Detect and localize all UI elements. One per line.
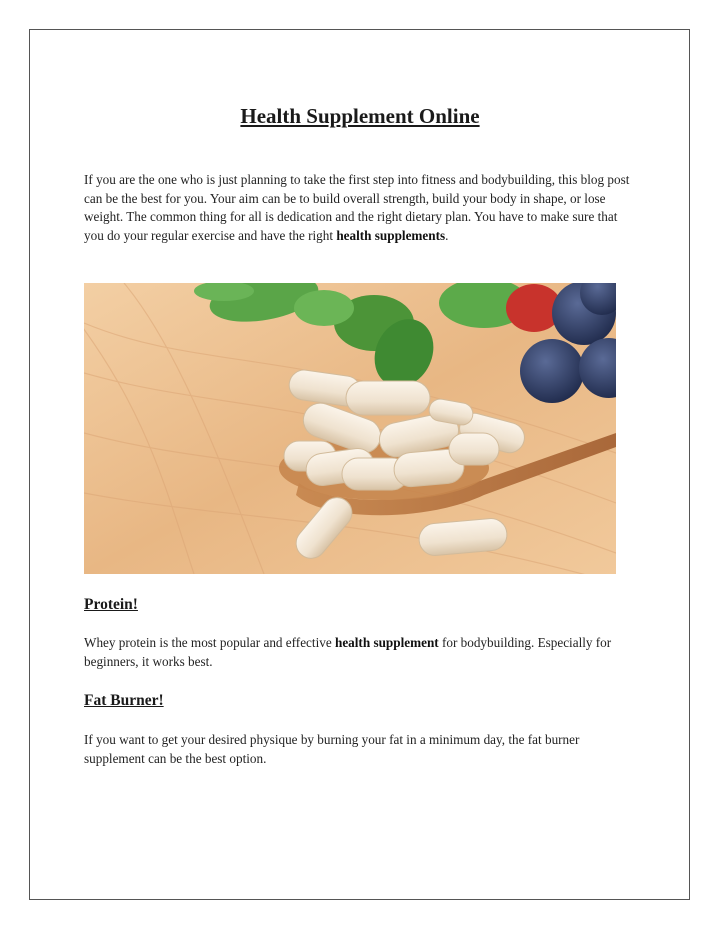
protein-heading: Protein! [84, 596, 138, 613]
intro-paragraph [84, 171, 639, 246]
protein-keyword: health supplement [334, 635, 439, 650]
protein-text-end: for bodybuilding. Especially for beginners, it works best. [84, 635, 612, 669]
intro-text: If you are the one who is just planning to take the first step into fitness and bodybuilding, this blog post can be the best for you. Your aim can be to build overall strength, build your body in shape, or lose weight. The common thing for all is dedication and the right dietary plan. You have to make sure that you do your regular exercise and have the right [84, 172, 630, 244]
fat-burner-paragraph: If you want to get your desired physique by burning your fat in a minimum day, the fat burner supplement can be the best option. [84, 732, 580, 766]
intro-keyword: health supplements [336, 228, 446, 244]
document-title: Health Supplement Online [240, 104, 480, 128]
fat-burner-heading: Fat Burner! [84, 692, 164, 709]
protein-text: Whey protein is the most popular and effective [84, 635, 335, 650]
supplements-illustration [84, 283, 616, 574]
supplements-photo [84, 283, 616, 574]
intro-text-end: . [445, 228, 449, 244]
protein-paragraph [84, 634, 639, 671]
